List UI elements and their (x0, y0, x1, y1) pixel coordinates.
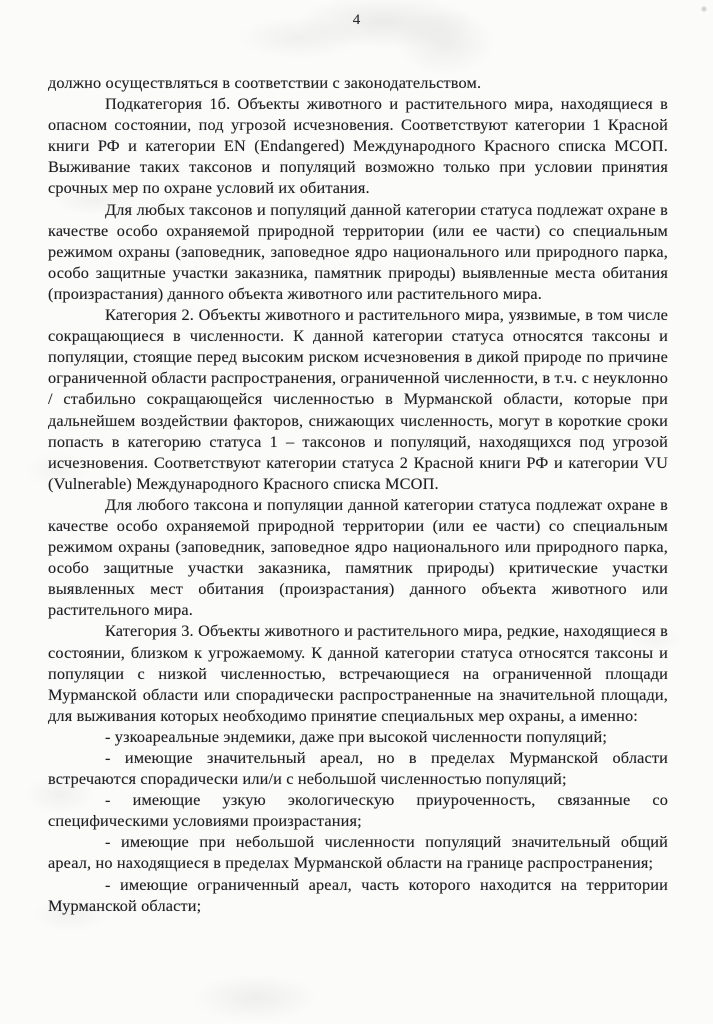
paragraph-category-3: Категория 3. Объекты животного и растительного мира, редкие, находящиеся в состоянии, близком к угрожаемому. К данной категории статуса относятся таксоны и популяции с низкой численностью, встречающиеся на ограниченной площади Мурманской области или спорадически распространенные на значительной площади, для выживания которых необходимо принятие специальных мер охраны, а именно: (48, 621, 668, 725)
list-item-narrow-ecology: - имеющие узкую экологическую приуроченность, связанные со специфическими условиями произрастания; (48, 790, 668, 831)
paragraph-subcategory-1b: Подкатегория 1б. Объекты животного и растительного мира, находящиеся в опасном состоянии, под угрозой исчезновения. Соответствуют категории 1 Красной книги РФ и категории EN (Endangered) Международного Красного списка МСОП. Выживание таких таксонов и популяций возможно только при условии принятия срочных мер по охране условий их обитания. (48, 94, 668, 198)
list-item-endemics: - узкоареальные эндемики, даже при высокой численности популяций; (105, 726, 608, 746)
document-body (48, 72, 668, 916)
page-number: 4 (352, 12, 361, 28)
paragraph-continuation: должно осуществляться в соответствии с законодательством. (48, 73, 482, 92)
list-item-border-range: - имеющие при небольшой численности популяций значительный общий ареал, но находящиеся в пределах Мурманской области на границе распространения; (48, 832, 668, 873)
paragraph-protection-1b: Для любых таксонов и популяций данной категории статуса подлежат охране в качестве особо охраняемой природной территории (или ее части) со специальным режимом охраны (заповедник, заповедное ядро национального или природного парка, особо защитные участки заказника, памятник природы) выявленные места обитания (произрастания) данного объекта животного или растительного мира. (48, 199, 668, 303)
paragraph-protection-2: Для любого таксона и популяции данной категории статуса подлежат охране в качестве особо охраняемой природной территории (или ее части) со специальным режимом охраны (заповедник, заповедное ядро национального или природного парка, особо защитные участки заказника, памятник природы) критические участки выявленных мест обитания (произрастания) данного объекта животного или растительного мира. (48, 494, 668, 620)
paragraph-category-2: Категория 2. Объекты животного и растительного мира, уязвимые, в том числе сокращающиеся в численности. К данной категории статуса относятся таксоны и популяции, стоящие перед высоким риском исчезновения в дикой природе по причине ограниченной области распространения, ограниченной численности, в т.ч. с неуклонно / стабильно сокращающейся численностью в Мурманской области, которые при дальнейшем воздействии факторов, снижающих численность, могут в короткие сроки попасть в категорию статуса 1 – таксонов и популяций, находящихся под угрозой исчезновения. Соответствуют категории статуса 2 Красной книги РФ и категории VU (Vulnerable) Международного Красного списка МСОП. (48, 305, 668, 493)
list-item-significant-range: - имеющие значительный ареал, но в пределах Мурманской области встречаются спорадически или/и с небольшой численностью популяций; (48, 748, 668, 789)
list-item-limited-range: - имеющие ограниченный ареал, часть которого находится на территории Мурманской области; (48, 874, 668, 915)
